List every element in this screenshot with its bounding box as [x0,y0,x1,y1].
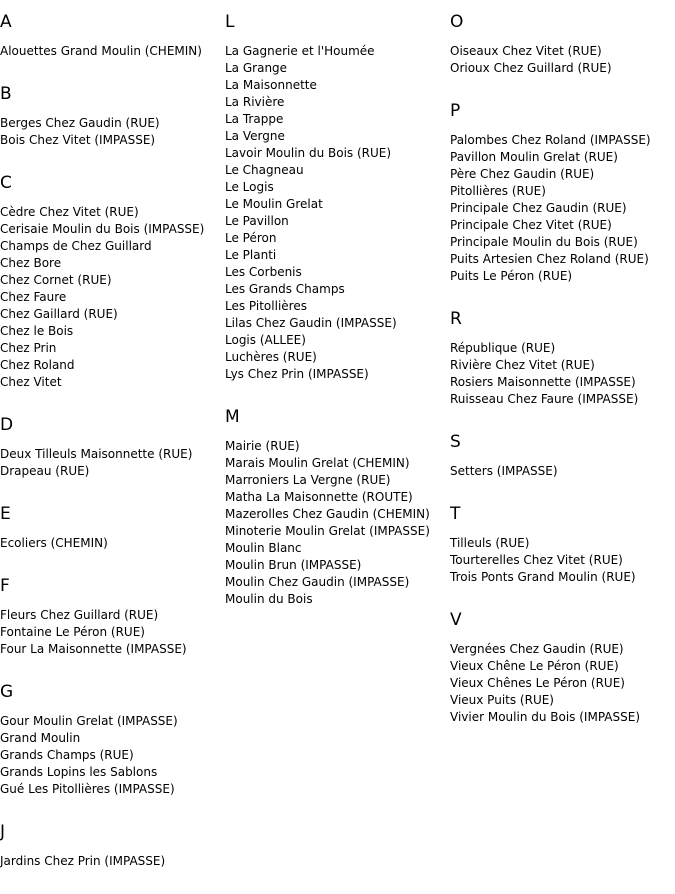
street-item: Rosiers Maisonnette (IMPASSE) [450,375,636,389]
letter-heading: E [0,504,11,524]
street-item: Principale Chez Vitet (RUE) [450,218,612,232]
letter-group-v [450,610,672,726]
street-item: Drapeau (RUE) [0,464,90,478]
street-item: La Rivière [225,95,285,109]
street-item: Orioux Chez Guillard (RUE) [450,61,612,75]
letter-heading: P [450,101,461,121]
street-item: Chez Bore [0,256,62,270]
letter-group-t [450,504,672,586]
letter-heading: B [0,84,12,104]
street-item: Oiseaux Chez Vitet (RUE) [450,44,602,58]
street-item: Moulin Brun (IMPASSE) [225,558,362,572]
street-item: Setters (IMPASSE) [450,464,558,478]
street-item: Chez Gaillard (RUE) [0,307,118,321]
street-item: Gour Moulin Grelat (IMPASSE) [0,714,178,728]
street-item: Palombes Chez Roland (IMPASSE) [450,133,651,147]
street-item: Tourterelles Chez Vitet (RUE) [450,553,623,567]
index-column-2 [225,12,447,632]
street-item: Chez Prin [0,341,57,355]
letter-group-b [0,84,222,149]
street-item: Ruisseau Chez Faure (IMPASSE) [450,392,639,406]
letter-heading: V [450,610,462,630]
street-item: Fleurs Chez Guillard (RUE) [0,608,159,622]
street-item: Moulin Blanc [225,541,302,555]
letter-heading: T [450,504,461,524]
street-item: Fontaine Le Péron (RUE) [0,625,145,639]
street-item: Tilleuls (RUE) [450,536,530,550]
letter-group-o [450,12,672,77]
street-item: Le Pavillon [225,214,289,228]
index-column-3 [450,12,672,750]
street-item: Berges Chez Gaudin (RUE) [0,116,160,130]
letter-heading: O [450,12,464,32]
street-item: Principale Chez Gaudin (RUE) [450,201,627,215]
street-item: Chez le Bois [0,324,74,338]
street-item: Marais Moulin Grelat (CHEMIN) [225,456,410,470]
street-item: La Grange [225,61,288,75]
street-item: Pitollières (RUE) [450,184,546,198]
street-item: Chez Faure [0,290,67,304]
letter-group-e [0,504,222,552]
index-column-1 [0,12,222,894]
street-item: Luchères (RUE) [225,350,317,364]
street-item: Jardins Chez Prin (IMPASSE) [0,854,166,868]
letter-group-g [0,682,222,798]
street-item: Vivier Moulin du Bois (IMPASSE) [450,710,640,724]
street-item: Chez Vitet [0,375,62,389]
street-item: Alouettes Grand Moulin (CHEMIN) [0,44,202,58]
street-item: Moulin Chez Gaudin (IMPASSE) [225,575,410,589]
letter-group-a [0,12,222,60]
letter-group-s [450,432,672,480]
street-item: La Maisonnette [225,78,317,92]
letter-group-c [0,173,222,391]
street-item: Lys Chez Prin (IMPASSE) [225,367,369,381]
street-item: Chez Roland [0,358,75,372]
street-item: Les Pitollières [225,299,307,313]
street-item: Bois Chez Vitet (IMPASSE) [0,133,156,147]
street-item: Moulin du Bois [225,592,313,606]
street-item: Cerisaie Moulin du Bois (IMPASSE) [0,222,205,236]
street-item: Cèdre Chez Vitet (RUE) [0,205,139,219]
letter-heading: A [0,12,12,32]
street-item: Chez Cornet (RUE) [0,273,112,287]
letter-heading: D [0,415,14,435]
street-item: Rivière Chez Vitet (RUE) [450,358,595,372]
street-item: Minoterie Moulin Grelat (IMPASSE) [225,524,430,538]
street-item: Trois Ponts Grand Moulin (RUE) [450,570,636,584]
street-item: République (RUE) [450,341,556,355]
street-item: Vergnées Chez Gaudin (RUE) [450,642,624,656]
letter-group-p [450,101,672,285]
letter-group-r [450,309,672,408]
street-item: Les Grands Champs [225,282,345,296]
street-item: Logis (ALLEE) [225,333,306,347]
street-item: La Vergne [225,129,285,143]
street-item: Gué Les Pitollières (IMPASSE) [0,782,175,796]
street-item: Ecoliers (CHEMIN) [0,536,108,550]
letter-heading: L [225,12,235,32]
letter-heading: S [450,432,461,452]
street-item: Pavillon Moulin Grelat (RUE) [450,150,618,164]
street-item: Puits Le Péron (RUE) [450,269,573,283]
letter-heading: R [450,309,462,329]
letter-group-m [225,407,447,608]
street-item: Grands Lopins les Sablons [0,765,158,779]
street-item: Four La Maisonnette (IMPASSE) [0,642,187,656]
street-item: Grand Moulin [0,731,81,745]
street-item: Vieux Chênes Le Péron (RUE) [450,676,625,690]
street-item: Le Logis [225,180,274,194]
street-item: Puits Artesien Chez Roland (RUE) [450,252,649,266]
street-item: Mairie (RUE) [225,439,300,453]
street-item: Le Péron [225,231,277,245]
street-item: Le Chagneau [225,163,304,177]
street-item: Vieux Puits (RUE) [450,693,554,707]
street-item: Lavoir Moulin du Bois (RUE) [225,146,392,160]
street-item: Mazerolles Chez Gaudin (CHEMIN) [225,507,430,521]
street-item: Marroniers La Vergne (RUE) [225,473,391,487]
letter-group-d [0,415,222,480]
street-item: Matha La Maisonnette (ROUTE) [225,490,413,504]
street-item: Champs de Chez Guillard [0,239,152,253]
street-item: Deux Tilleuls Maisonnette (RUE) [0,447,193,461]
street-item: Grands Champs (RUE) [0,748,134,762]
letter-heading: F [0,576,10,596]
street-item: Le Planti [225,248,277,262]
street-item: Principale Moulin du Bois (RUE) [450,235,638,249]
letter-group-f [0,576,222,658]
street-item: Le Moulin Grelat [225,197,323,211]
letter-heading: C [0,173,12,193]
letter-group-j [0,822,222,870]
letter-heading: M [225,407,240,427]
street-item: Vieux Chêne Le Péron (RUE) [450,659,619,673]
street-item: La Gagnerie et l'Houmée [225,44,375,58]
street-item: La Trappe [225,112,284,126]
letter-group-l [225,12,447,383]
letter-heading: G [0,682,14,702]
street-item: Les Corbenis [225,265,302,279]
street-item: Lilas Chez Gaudin (IMPASSE) [225,316,397,330]
letter-heading: J [0,822,6,842]
street-item: Père Chez Gaudin (RUE) [450,167,595,181]
